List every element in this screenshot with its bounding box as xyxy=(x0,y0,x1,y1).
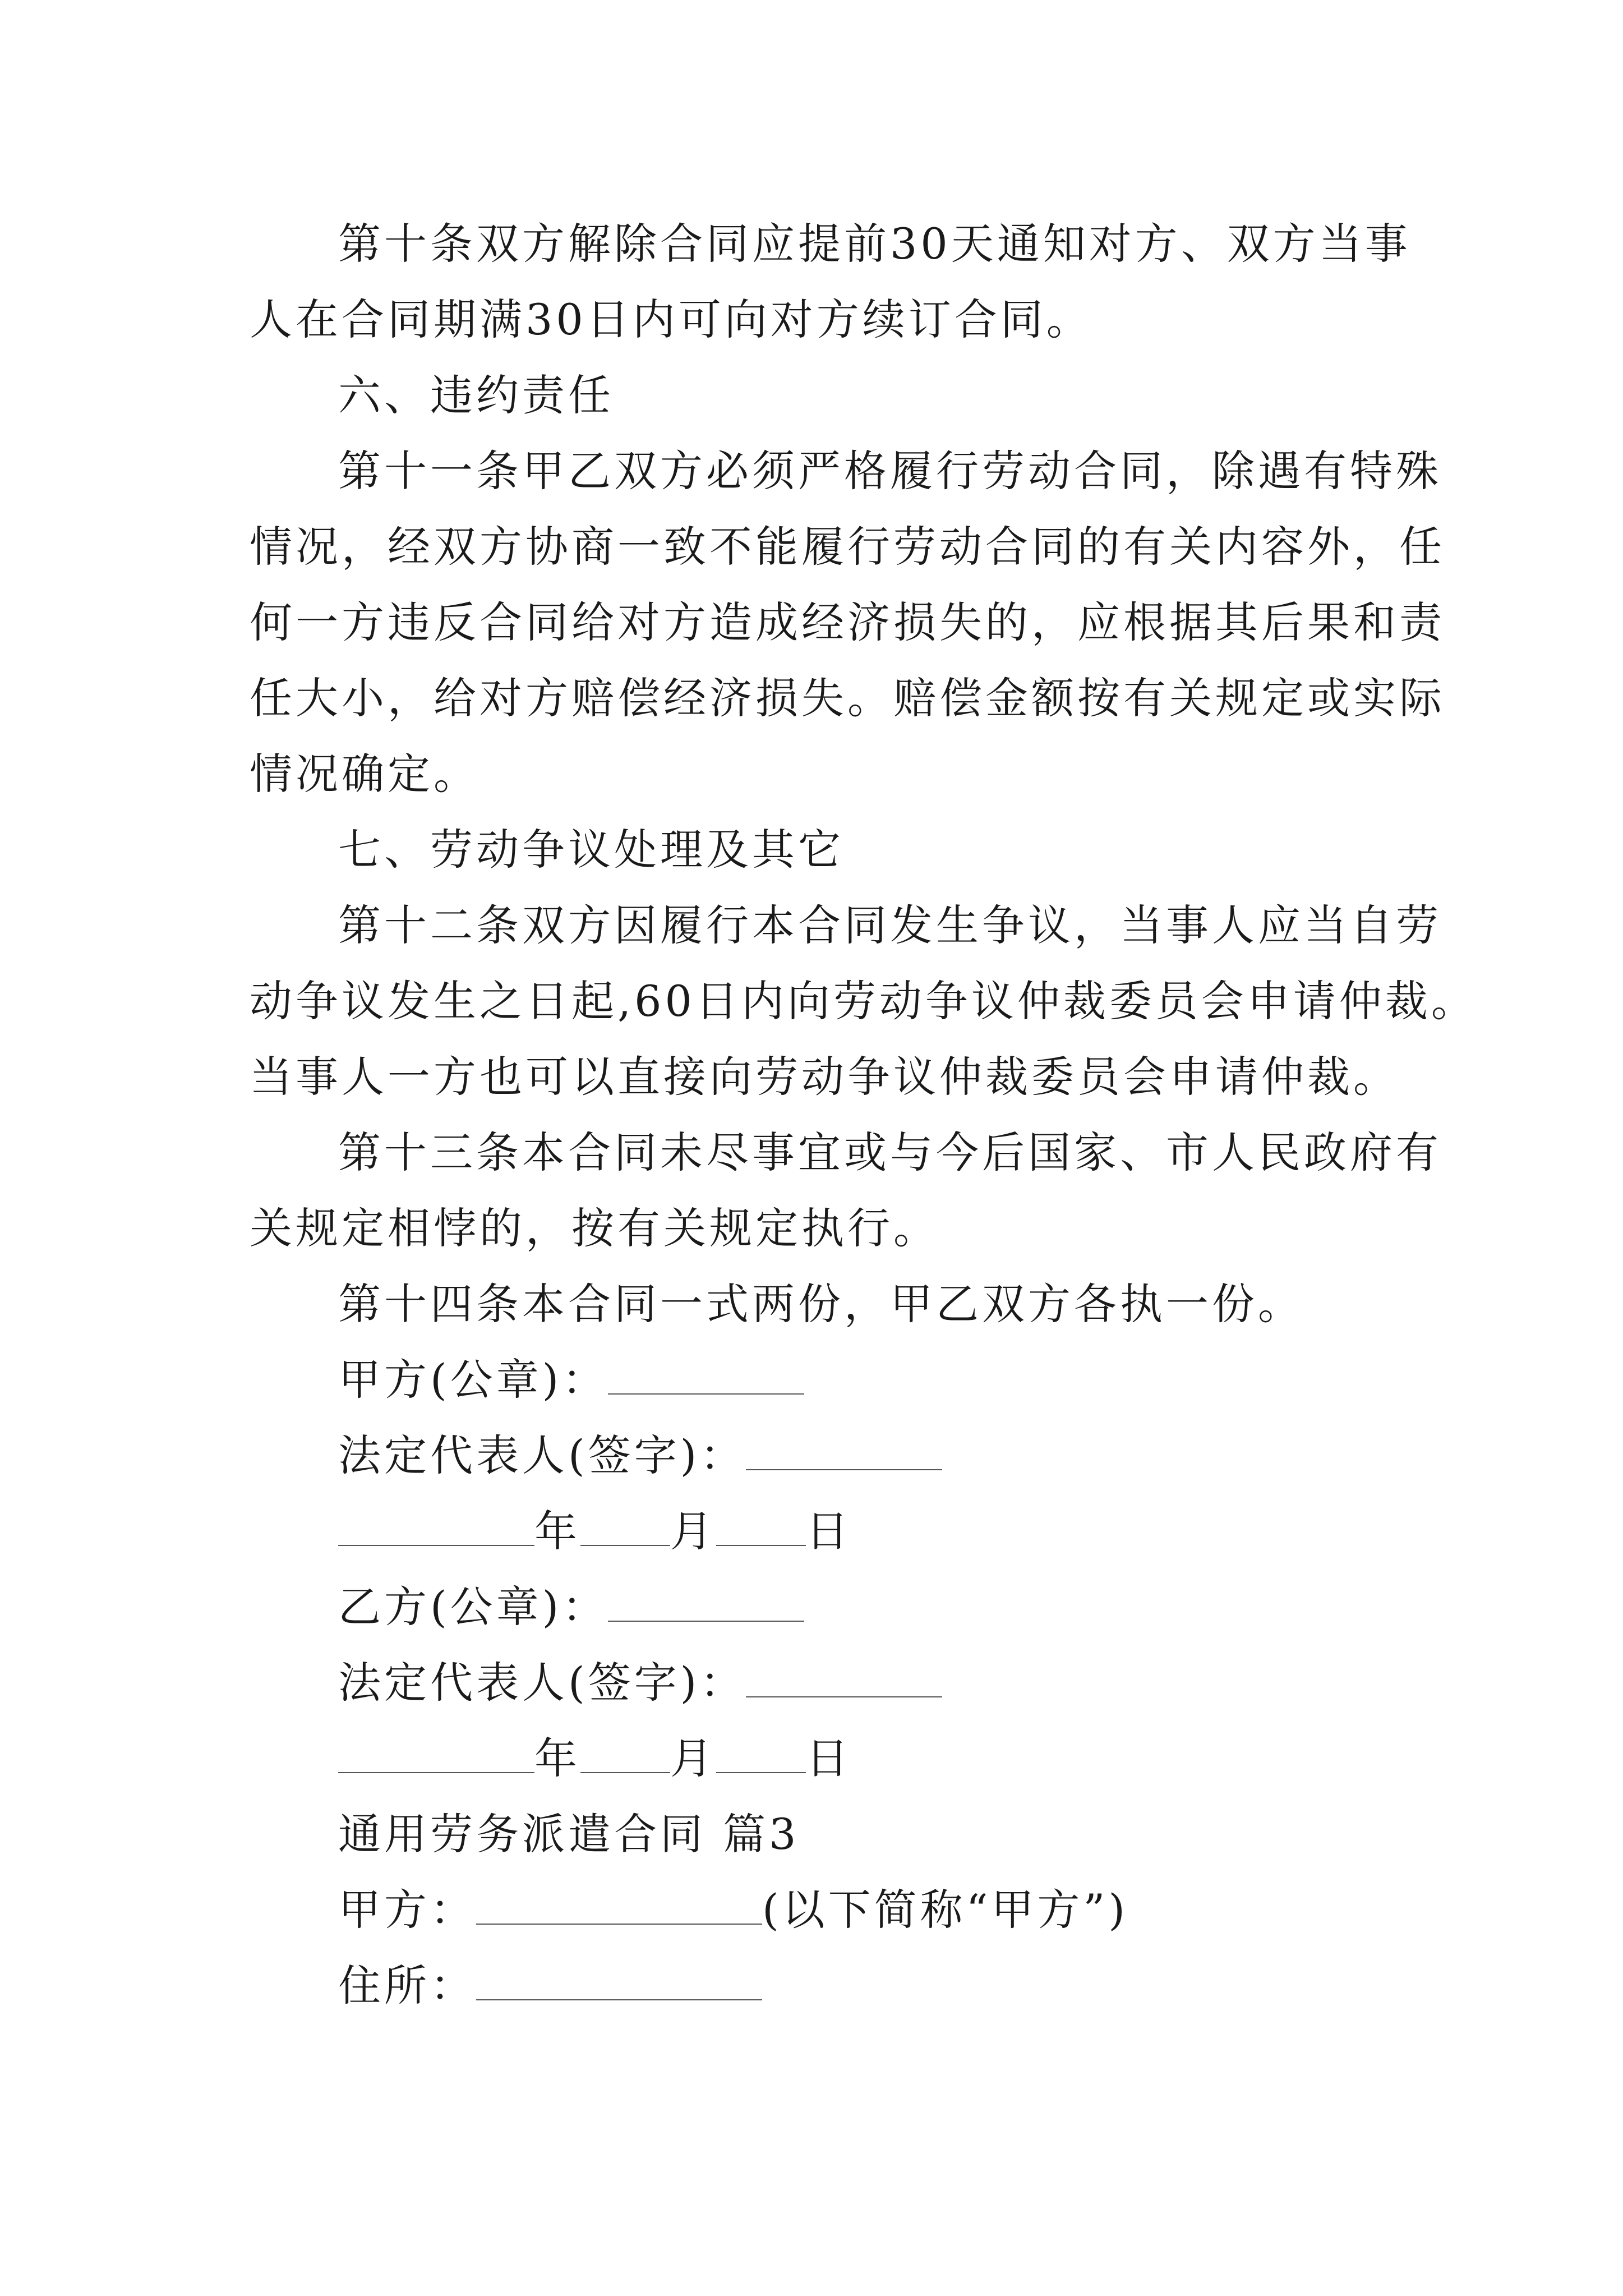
party-a-seal-row xyxy=(338,1352,1482,1408)
paragraph-line: 人在合同期满30日内可向对方续订合同。 xyxy=(250,295,1092,344)
paragraph-line: 关规定相悖的，按有关规定执行。 xyxy=(250,1203,939,1253)
party-a-rep-row xyxy=(338,1428,1482,1484)
day-label: 日 xyxy=(806,1733,852,1783)
month-label: 月 xyxy=(670,1733,716,1783)
party-a-seal-label: 甲方(公章)： xyxy=(338,1355,608,1405)
paragraph-line: 何一方违反合同给对方造成经济损失的，应根据其后果和责 xyxy=(250,597,1445,647)
paragraph-line: 第十四条本合同一式两份，甲乙双方各执一份。 xyxy=(338,1279,1304,1329)
party-a-date-row xyxy=(338,1503,1482,1559)
party-b-date-row xyxy=(338,1731,1482,1787)
paragraph-line: 第十一条甲乙双方必须严格履行劳动合同，除遇有特殊 xyxy=(338,446,1442,496)
paragraph-line: 第十三条本合同未尽事宜或与今后国家、市人民政府有 xyxy=(338,1128,1442,1177)
address-label: 住所： xyxy=(338,1961,476,2010)
paragraph-line: 动争议发生之日起,60日内向劳动争议仲裁委员会申请仲裁。 xyxy=(250,976,1477,1026)
party-a-seal-blank xyxy=(608,1353,804,1395)
party-b-rep-blank xyxy=(746,1656,942,1697)
year-blank xyxy=(338,1504,534,1546)
day-label: 日 xyxy=(806,1506,852,1556)
address-blank xyxy=(476,1959,762,2000)
year-blank xyxy=(338,1732,534,1773)
address-row xyxy=(338,1958,1482,2014)
paragraph-line: 第十二条双方因履行本合同发生争议，当事人应当自劳 xyxy=(338,900,1442,950)
party-a-label: 甲方： xyxy=(338,1885,476,1935)
year-label: 年 xyxy=(534,1506,580,1556)
party-a-rep-blank xyxy=(746,1429,942,1470)
party-b-rep-row xyxy=(338,1655,1482,1711)
party-a-blank xyxy=(476,1883,762,1925)
month-label: 月 xyxy=(670,1506,716,1556)
party-a-row xyxy=(338,1882,1482,1938)
month-blank xyxy=(580,1732,670,1773)
party-b-seal-row xyxy=(338,1579,1482,1635)
month-blank xyxy=(580,1504,670,1546)
party-a-rep-label: 法定代表人(签字)： xyxy=(338,1430,746,1480)
day-blank xyxy=(716,1732,806,1773)
section-heading: 七、劳动争议处理及其它 xyxy=(338,825,844,875)
party-b-rep-label: 法定代表人(签字)： xyxy=(338,1658,746,1708)
section-title: 通用劳务派遣合同 篇3 xyxy=(338,1809,800,1859)
paragraph-line: 当事人一方也可以直接向劳动争议仲裁委员会申请仲裁。 xyxy=(250,1052,1399,1102)
day-blank xyxy=(716,1504,806,1546)
year-label: 年 xyxy=(534,1733,580,1783)
section-heading: 六、违约责任 xyxy=(338,370,614,420)
party-a-suffix: (以下简称“甲方”) xyxy=(762,1885,1129,1935)
paragraph-line: 情况，经双方协商一致不能履行劳动合同的有关内容外，任 xyxy=(250,522,1445,572)
party-b-seal-label: 乙方(公章)： xyxy=(338,1582,608,1632)
paragraph-line: 任大小，给对方赔偿经济损失。赔偿金额按有关规定或实际 xyxy=(250,673,1445,723)
paragraph-line: 情况确定。 xyxy=(250,749,479,799)
party-b-seal-blank xyxy=(608,1580,804,1622)
paragraph-line: 第十条双方解除合同应提前30天通知对方、双方当事 xyxy=(338,219,1411,269)
